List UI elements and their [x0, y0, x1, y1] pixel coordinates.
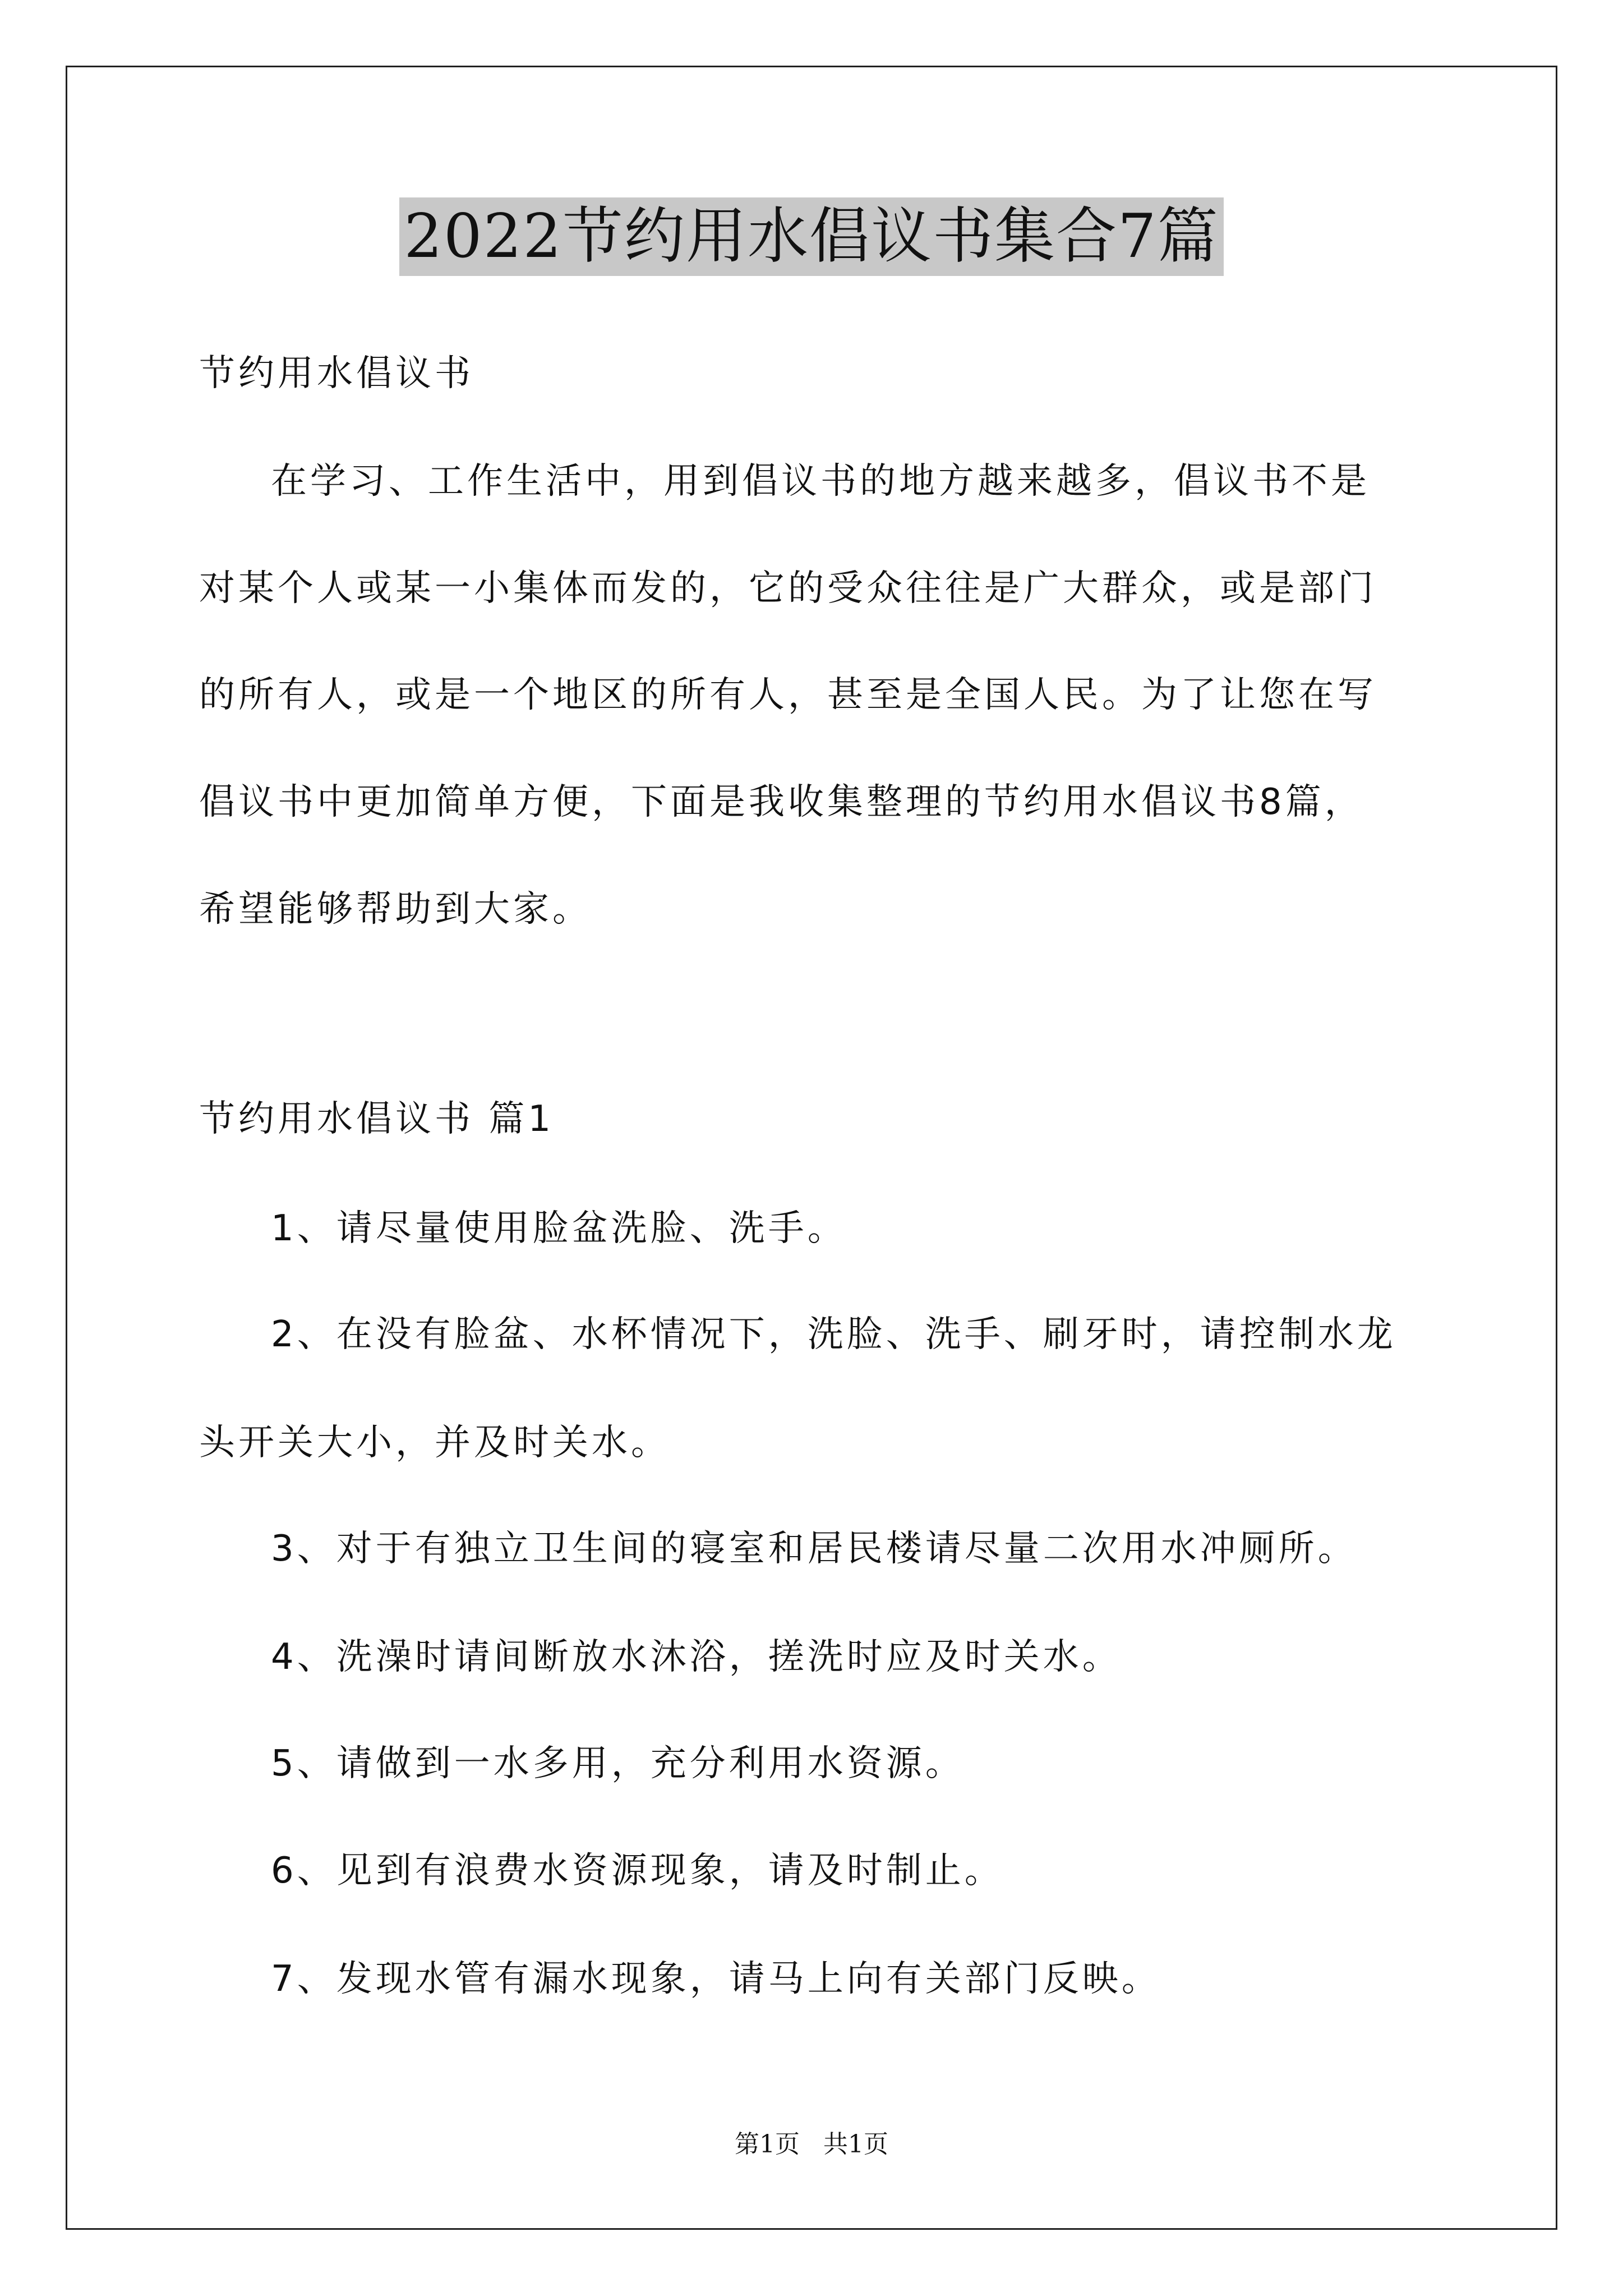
page-footer — [0, 2129, 1623, 2160]
list-item: 4、洗澡时请间断放水沐浴，搓洗时应及时关水。 — [271, 1636, 1122, 1678]
intro-line: 的所有人，或是一个地区的所有人，甚至是全国人民。为了让您在写 — [199, 674, 1377, 716]
section-heading: 节约用水倡议书 篇1 — [199, 1098, 555, 1140]
list-item: 6、见到有浪费水资源现象，请及时制止。 — [271, 1850, 1004, 1892]
list-item: 7、发现水管有漏水现象，请马上向有关部门反映。 — [271, 1958, 1161, 2000]
intro-line: 倡议书中更加简单方便，下面是我收集整理的节约用水倡议书8篇， — [199, 781, 1364, 823]
intro-line: 希望能够帮助到大家。 — [199, 889, 592, 930]
intro-line: 在学习、工作生活中，用到倡议书的地方越来越多，倡议书不是 — [271, 461, 1370, 502]
list-item: 5、请做到一水多用，充分利用水资源。 — [271, 1743, 965, 1784]
list-item: 2、在没有脸盆、水杯情况下，洗脸、洗手、刷牙时，请控制水龙 — [271, 1314, 1396, 1355]
intro-heading: 节约用水倡议书 — [199, 353, 474, 394]
document-title: 2022节约用水倡议书集合7篇 — [399, 197, 1224, 276]
intro-line: 对某个人或某一小集体而发的，它的受众往往是广大群众，或是部门 — [199, 568, 1377, 609]
list-item: 3、对于有独立卫生间的寝室和居民楼请尽量二次用水冲厕所。 — [271, 1528, 1357, 1570]
list-item: 1、请尽量使用脸盆洗脸、洗手。 — [271, 1208, 847, 1249]
title-container — [0, 197, 1623, 276]
list-item: 头开关大小，并及时关水。 — [199, 1422, 670, 1464]
page-number-total: 共1页 — [823, 2130, 888, 2159]
page-number-current: 第1页 — [735, 2130, 800, 2159]
